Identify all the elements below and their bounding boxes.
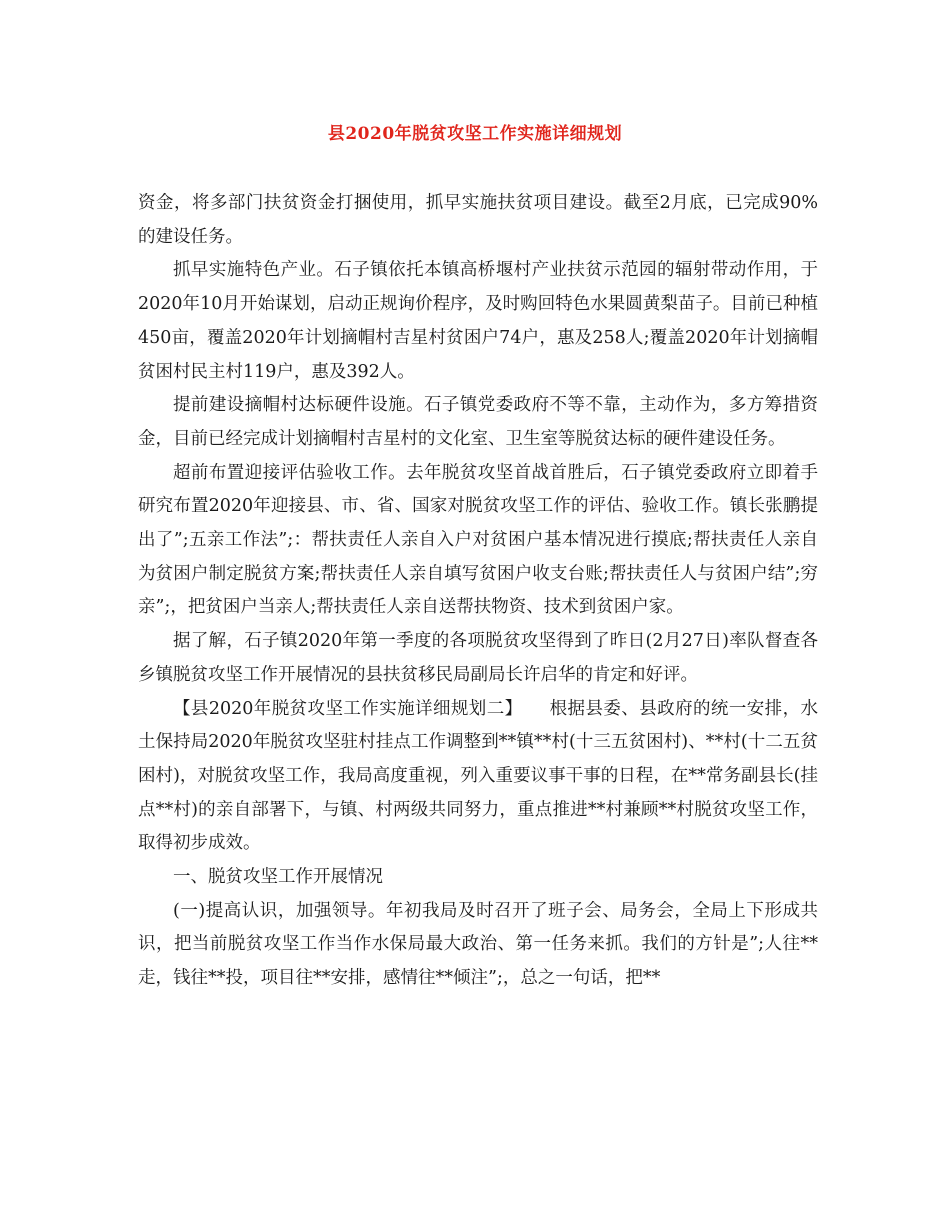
document-title: 县2020年脱贫攻坚工作实施详细规划 [327,124,623,144]
paragraph-special-industry: 抓早实施特色产业。石子镇依托本镇高桥堰村产业扶贫示范园的辐射带动作用，于2020年10月开始谋划，启动正规询价程序，及时购回特色水果圆黄梨苗子。目前已种植450亩，覆盖2020年计划摘帽村吉星村贫困户74户，惠及258人;覆盖2020年计划摘帽贫困村民主村119户，惠及392人。 [138,260,818,382]
document-body [138,187,818,996]
paragraph-plan-two-intro: 【县2020年脱贫攻坚工作实施详细规划二】 根据县委、县政府的统一安排，水土保持局2020年脱贫攻坚驻村挂点工作调整到**镇**村(十三五贫困村)、**村(十二五贫困村)，对脱贫攻坚工作，我局高度重视，列入重要议事干事的日程，在**常务副县长(挂点**村)的亲自部署下，与镇、村两级共同努力，重点推进**村兼顾**村脱贫攻坚工作，取得初步成效。 [138,698,818,854]
section-heading-1: 一、脱贫攻坚工作开展情况 [173,867,383,888]
paragraph-evaluation-preparation: 超前布置迎接评估验收工作。去年脱贫攻坚首战首胜后，石子镇党委政府立即着手研究布置2020年迎接县、市、省、国家对脱贫攻坚工作的评估、验收工作。镇长张鹏提出了”;五亲工作法”;：帮扶责任人亲自入户对贫困户基本情况进行摸底;帮扶责任人亲自为贫困户制定脱贫方案;帮扶责任人亲自填写贫困户收支台账;帮扶责任人与贫困户结”;穷亲”;，把贫困户当亲人;帮扶责任人亲自送帮扶物资、技术到贫困户家。 [138,462,818,618]
paragraph-hardware-facilities: 提前建设摘帽村达标硬件设施。石子镇党委政府不等不靠，主动作为，多方筹措资金，目前已经完成计划摘帽村吉星村的文化室、卫生室等脱贫达标的硬件建设任务。 [138,395,818,449]
paragraph-continuation: 资金，将多部门扶贫资金打捆使用，抓早实施扶贫项目建设。截至2月底，已完成90%的建设任务。 [138,193,818,247]
paragraph-leadership: (一)提高认识，加强领导。年初我局及时召开了班子会、局务会，全局上下形成共识，把当前脱贫攻坚工作当作水保局最大政治、第一任务来抓。我们的方针是”;人往**走，钱往**投，项目往**安排，感情往**倾注”;，总之一句话，把** [138,900,818,989]
paragraph-praise: 据了解，石子镇2020年第一季度的各项脱贫攻坚得到了昨日(2月27日)率队督查各乡镇脱贫攻坚工作开展情况的县扶贫移民局副局长许启华的肯定和好评。 [138,631,818,685]
